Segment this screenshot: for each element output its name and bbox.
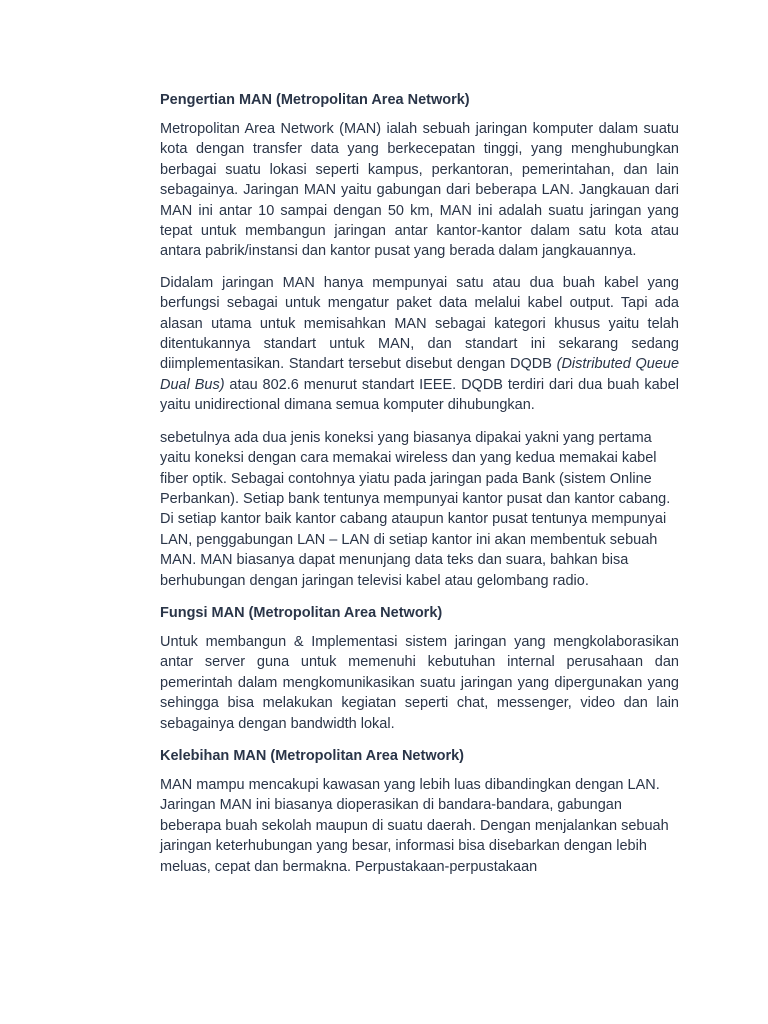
heading-pengertian: Pengertian MAN (Metropolitan Area Network) [160,92,470,108]
paragraph-kelebihan: MAN mampu mencakupi kawasan yang lebih luas dibandingkan dengan LAN. Jaringan MAN ini biasanya dioperasikan di bandara-bandara, gabungan beberapa buah sekolah maupun di suatu daerah. Dengan menjalankan sebuah jaringan keterhubungan yang besar, informasi bisa disebarkan dengan lebih meluas, cepat dan bermakna. Perpustakaan-perpustakaan [160,776,669,875]
heading-fungsi: Fungsi MAN (Metropolitan Area Network) [160,604,443,621]
document-page [160,90,679,889]
heading-kelebihan: Kelebihan MAN (Metropolitan Area Network) [160,747,464,764]
paragraph-dqdb-part1: Didalam jaringan MAN hanya mempunyai satu atau dua buah kabel yang berfungsi sebagai untuk mengatur paket data melalui kabel output. Tapi ada alasan utama untuk memisahkan MAN sebagai kategori khusus yaitu telah ditentukannya standart untuk MAN, dan standart ini sekarang sedang diimplementasikan. Standart tersebut disebut dengan DQDB [160,274,679,373]
paragraph-dqdb [160,273,679,416]
paragraph-dqdb-italic: (Distributed Queue Dual Bus) [160,356,680,393]
paragraph-dqdb-part2: atau 802.6 menurut standart IEEE. DQDB terdiri dari dua buah kabel yaitu unidirectional dimana semua komputer dihubungkan. [160,376,679,414]
paragraph-pengertian: Metropolitan Area Network (MAN) ialah sebuah jaringan komputer dalam suatu kota dengan transfer data yang berkecepatan tinggi, yang menghubungkan berbagai suatu lokasi seperti kampus, perkantoran, pemerintahan, dan lain sebagainya. Jaringan MAN yaitu gabungan dari beberapa LAN. Jangkauan dari MAN ini antar 10 sampai dengan 50 km, MAN ini adalah suatu jaringan yang tepat untuk membangun jaringan antar kantor-kantor dalam satu kota atau antara pabrik/instansi dan kantor pusat yang berada dalam jangkauannya. [160,121,679,260]
paragraph-koneksi: sebetulnya ada dua jenis koneksi yang biasanya dipakai yakni yang pertama yaitu koneksi dengan cara memakai wireless dan yang kedua memakai kabel fiber optik. Sebagai contohnya yiatu pada jaringan pada Bank (sistem Online Perbankan). Setiap bank tentunya mempunyai kantor pusat dan kantor cabang. Di setiap kantor baik kantor cabang ataupun kantor pusat tentunya mempunyai LAN, penggabungan LAN – LAN di setiap kantor ini akan membentuk sebuah MAN. MAN biasanya dapat menunjang data teks dan suara, bahkan bisa berhubungan dengan jaringan televisi kabel atau gelombang radio. [160,429,671,589]
paragraph-fungsi: Untuk membangun & Implementasi sistem jaringan yang mengkolaborasikan antar server guna untuk memenuhi kebutuhan internal perusahaan dan pemerintah dalam mengkomunikasikan suatu jaringan yang dipergunakan yang sehingga bisa melakukan kegiatan seperti chat, messenger, video dan lain sebagainya dengan bandwidth lokal. [160,633,679,732]
